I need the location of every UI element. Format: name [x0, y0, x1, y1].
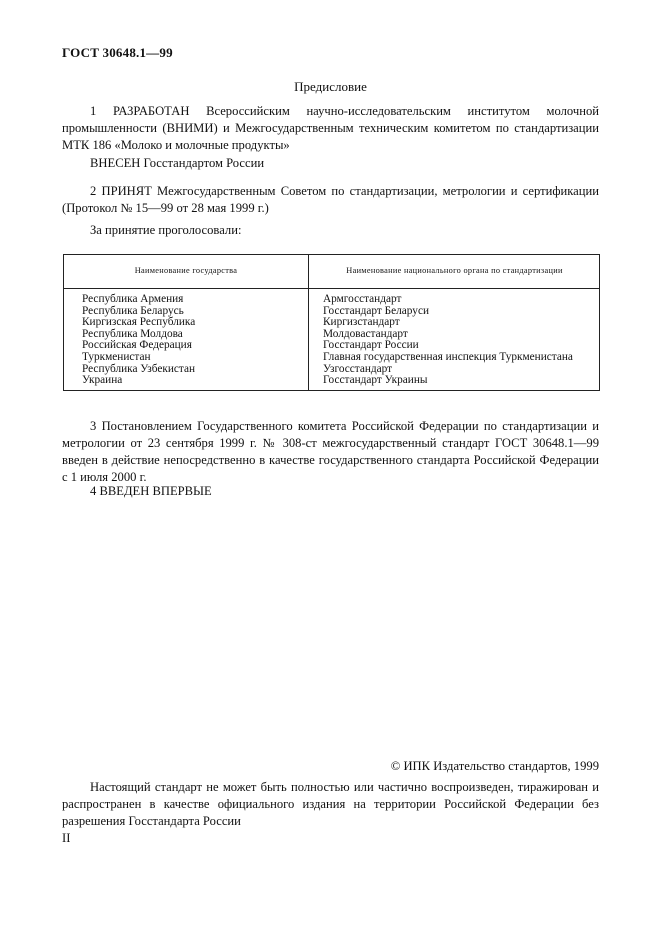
- paragraph-adopted: 2 ПРИНЯТ Межгосударственным Советом по стандартизации, метрологии и сертификации (Протокол № 15—99 от 28 мая 1999 г.): [62, 184, 599, 215]
- standards-body-list: [323, 294, 573, 387]
- table-cell-state: Российская Федерация: [82, 339, 192, 352]
- paragraph-first-introduced: 4 ВВЕДЕН ВПЕРВЫЕ: [90, 484, 212, 498]
- copyright-line: © ИПК Издательство стандартов, 1999: [390, 759, 599, 773]
- table-cell-state: Республика Узбекистан: [82, 362, 196, 375]
- table-cell-state: Республика Молдова: [82, 327, 183, 340]
- reproduction-notice: Настоящий стандарт не может быть полностью или частично воспроизведен, тиражирован и распространен в качестве официального издания на территории Российской Федерации без разрешения Госстандарта России: [62, 780, 599, 828]
- page-number: II: [62, 831, 71, 845]
- table-cell-standards-body: Госстандарт Беларуси: [323, 304, 430, 317]
- paragraph-resolution: 3 Постановлением Государственного комитета Российской Федерации по стандартизации и метрологии от 23 сентября 1999 г. № 308-ст межгосударственный стандарт ГОСТ 30648.1—99 введен в действие непосредственно в качестве государственного стандарта Российской Федерации с 1 июля 2000 г.: [62, 419, 599, 484]
- paragraph-voted: За принятие проголосовали:: [90, 223, 242, 237]
- table-cell-standards-body: Молдовастандарт: [323, 327, 408, 340]
- table-header-state: Наименование государства: [134, 266, 238, 275]
- table-cell-standards-body: Армгосстандарт: [323, 293, 402, 305]
- table-cell-standards-body: Госстандарт России: [323, 339, 419, 352]
- paragraph-introduced: ВНЕСЕН Госстандартом России: [90, 156, 265, 170]
- table-cell-state: Туркменистан: [82, 350, 151, 363]
- table-cell-state: Республика Армения: [82, 293, 184, 305]
- paragraph-developed: 1 РАЗРАБОТАН Всероссийским научно-исследовательским институтом молочной промышленности (ВНИМИ) и Межгосударственным техническим комитетом по стандартизации МТК 186 «Молоко и молочные продукты»: [62, 104, 599, 152]
- table-cell-state: Украина: [82, 374, 123, 387]
- table-cell-standards-body: Госстандарт Украины: [323, 374, 428, 387]
- state-list: [82, 294, 195, 387]
- document-code: ГОСТ 30648.1—99: [62, 45, 173, 60]
- table-cell-state: Республика Беларусь: [82, 304, 184, 317]
- table-cell-standards-body: Узгосстандарт: [323, 362, 393, 375]
- column-divider: [308, 255, 309, 390]
- page-title: Предисловие: [294, 79, 367, 94]
- table-header-standards-body: Наименование национального органа по стандартизации: [346, 266, 563, 275]
- table-cell-state: Киргизская Республика: [82, 316, 196, 329]
- table-cell-standards-body: Киргизстандарт: [323, 316, 400, 329]
- table-cell-standards-body: Главная государственная инспекция Туркменистана: [323, 350, 573, 363]
- voting-table: [63, 254, 600, 391]
